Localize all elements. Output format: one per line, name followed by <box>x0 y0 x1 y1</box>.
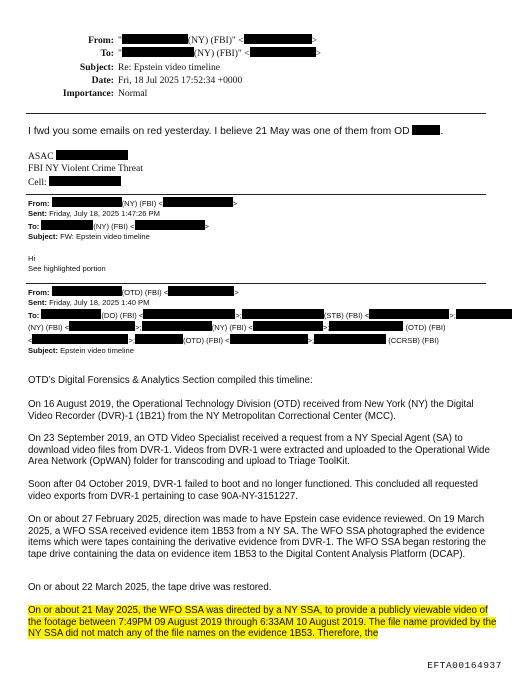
email2-from-value: (NY) (FBI) < <box>121 199 163 208</box>
header-date-value: Fri, 18 Jul 2025 17:52:34 +0000 <box>118 74 243 86</box>
email2-to-end: > <box>204 221 209 231</box>
redaction-box <box>143 309 235 319</box>
recipient-text: (DO) (FBI) < <box>101 310 144 320</box>
email3-sent-value: Friday, July 18, 2025 1:40 PM <box>49 298 150 308</box>
redaction-box <box>168 286 234 296</box>
recipient-separator: >; <box>128 335 135 345</box>
header-to-end: > <box>315 48 322 60</box>
redaction-box <box>250 47 316 57</box>
email3-subject-value: Epstein video timeline <box>60 346 134 356</box>
redaction-box <box>412 125 440 135</box>
email3-to-row3 <box>28 334 512 346</box>
email2-to-row <box>28 220 237 232</box>
email3-from-end: > <box>234 288 239 297</box>
recipient-separator: >; <box>235 310 242 320</box>
timeline-paragraph-1: On 16 August 2019, the Operational Technology Division (OTD) received from New York (NY) the Digital Video Recorder (DVR)-1 (1B21) from the NY Metropolitan Correctional Center (MCC). <box>28 399 474 422</box>
email2-from-row <box>28 197 237 209</box>
redaction-box <box>244 34 312 44</box>
header-to-label: To: <box>100 48 114 60</box>
email3-to-label: To: <box>28 310 40 320</box>
header-divider <box>26 113 486 114</box>
header-date-row <box>18 74 321 87</box>
timeline-paragraph-6-highlighted <box>28 605 500 640</box>
redaction-box <box>49 176 121 186</box>
header-importance-row <box>18 87 321 100</box>
signature-cell-row <box>28 176 143 189</box>
email3-from-value: (OTD) (FBI) < <box>121 288 169 297</box>
redaction-box <box>135 334 183 344</box>
redaction-box <box>142 321 212 331</box>
reply-text-end: . <box>440 126 444 137</box>
email2-body <box>28 254 106 275</box>
recipient-text: (OTD) (FBI) <box>405 323 446 333</box>
email2-to-label: To: <box>28 221 40 231</box>
header-to-row: To: " (NY) (FBI)" < > <box>18 47 321 60</box>
signature-title: ASAC <box>28 151 54 162</box>
redaction-box <box>52 286 122 296</box>
email2-to-value: (NY) (FBI) < <box>93 221 135 231</box>
email2-subject-value: FW: Epstein video timeline <box>60 232 150 242</box>
timeline-paragraph-3: Soon after 04 October 2019, DVR-1 failed to boot and no longer functioned. This concluded all requested video exports from DVR-1 pertaining to case 90A-NY-3151227. <box>28 479 479 502</box>
redaction-box <box>163 197 233 207</box>
redaction-box <box>41 309 101 319</box>
redaction-box <box>69 321 135 331</box>
email2-greeting: Hi <box>28 254 36 263</box>
redaction-box <box>135 220 205 230</box>
original-email-header <box>28 286 512 356</box>
email2-sent-label: Sent: <box>28 209 47 219</box>
header-from-end: > <box>311 35 318 46</box>
email3-from-row <box>28 286 512 298</box>
recipient-text: (NY) (FBI) < <box>28 323 70 333</box>
redaction-box <box>456 309 512 319</box>
email3-to-row2 <box>28 321 512 333</box>
forwarded-email-header <box>28 197 237 243</box>
email3-to-row1 <box>28 309 512 321</box>
highlighted-text: On or about 21 May 2025, the WFO SSA was directed by a NY SSA, to provide a publicly viewable video of the footage between 7:49PM 09 August 2019 through 6:33AM 10 August 2019. The file name provided by the NY SSA did not match any of the file names on the evidence 1B53. Therefore, the <box>28 605 497 640</box>
signature-title-row <box>28 150 143 163</box>
header-importance-value: Normal <box>118 88 148 100</box>
email2-from-label: From: <box>28 199 50 208</box>
recipient-separator: >; <box>307 335 315 345</box>
redaction-box <box>242 309 324 319</box>
recipient-separator: >; <box>135 323 142 333</box>
header-subject-row <box>18 61 321 74</box>
email2-sent-row <box>28 209 237 219</box>
email3-sent-label: Sent: <box>28 298 47 308</box>
recipient-text: < <box>28 335 33 345</box>
reply-text: I fwd you some emails on red yesterday. I believe 21 May was one of them from OD <box>28 126 410 137</box>
email2-sent-value: Friday, July 18, 2025 1:47:26 PM <box>49 209 160 219</box>
header-from-label: From: <box>88 35 114 46</box>
recipient-separator: >; <box>449 310 456 320</box>
email3-sent-row <box>28 298 512 308</box>
email3-from-label: From: <box>28 288 50 297</box>
recipient-text: (NY) (FBI) < <box>211 323 253 333</box>
redaction-box <box>314 334 386 344</box>
header-from-row: From: " (NY) (FBI)" < > <box>18 34 321 47</box>
redaction-box <box>41 220 93 230</box>
header-to-value: (NY) (FBI)" < <box>193 48 250 60</box>
signature-unit: FBI NY Violent Crime Threat <box>28 163 143 175</box>
email-header <box>18 34 321 100</box>
redaction-box <box>230 334 308 344</box>
divider-email2 <box>26 194 486 195</box>
recipient-text: (CCRSB) (FBI) <box>388 335 439 345</box>
recipient-text: (STB) (FBI) < <box>323 310 370 320</box>
email3-subject-label: Subject: <box>28 346 58 356</box>
email2-subject-row <box>28 232 237 242</box>
header-from-value: (NY) (FBI)" < <box>187 35 244 46</box>
redaction-box <box>52 197 122 207</box>
redaction-box <box>369 309 449 319</box>
redaction-box <box>56 150 128 160</box>
document-id: EFTA00164937 <box>427 660 502 671</box>
redaction-box <box>32 334 128 344</box>
redaction-box <box>122 47 194 57</box>
timeline-paragraph-2: On 23 September 2019, an OTD Video Specialist received a request from a NY Special Agent (SA) to download video files from DVR-1. Videos from DVR-1 were extracted and uploaded to the Operational Wide Area Network (OpWAN) folder for transcoding and upload to Triage ToolKit. <box>28 433 490 468</box>
reply-message <box>28 125 443 138</box>
timeline-paragraph-4: On or about 27 February 2025, direction was made to have Epstein case evidence reviewed. On 19 March 2025, a WFO SSA received evidence item 1B53 from a NY SA. The WFO SSA photographed the evidence items which were tapes containing the derivative evidence from DVR-1. The WFO SSA began restoring the tape drive containing the data on evidence item 1B53 to the Digital Content Analysis Platform (DCAP). <box>28 514 487 561</box>
timeline-intro: OTD’s Digital Forensics & Analytics Section compiled this timeline: <box>28 375 313 386</box>
header-subject-label: Subject: <box>79 61 114 73</box>
header-date-label: Date: <box>91 74 114 86</box>
email2-from-end: > <box>232 199 238 208</box>
signature-cell-label: Cell: <box>28 176 47 188</box>
timeline-paragraph-5: On or about 22 March 2025, the tape drive was restored. <box>28 582 272 593</box>
redaction-box <box>253 321 323 331</box>
header-subject-value: Re: Epstein video timeline <box>118 61 221 73</box>
email2-subject-label: Subject: <box>28 232 58 242</box>
header-importance-label: Importance: <box>62 88 114 100</box>
redaction-box <box>329 321 403 331</box>
signature-block <box>28 150 143 189</box>
email2-note: See highlighted portion <box>28 264 106 274</box>
divider-email3 <box>26 283 486 284</box>
recipient-text: (OTD) (FBI) < <box>182 335 230 345</box>
recipient-separator: >; <box>322 323 330 333</box>
email3-subject-row <box>28 346 512 356</box>
redaction-box <box>122 34 188 44</box>
